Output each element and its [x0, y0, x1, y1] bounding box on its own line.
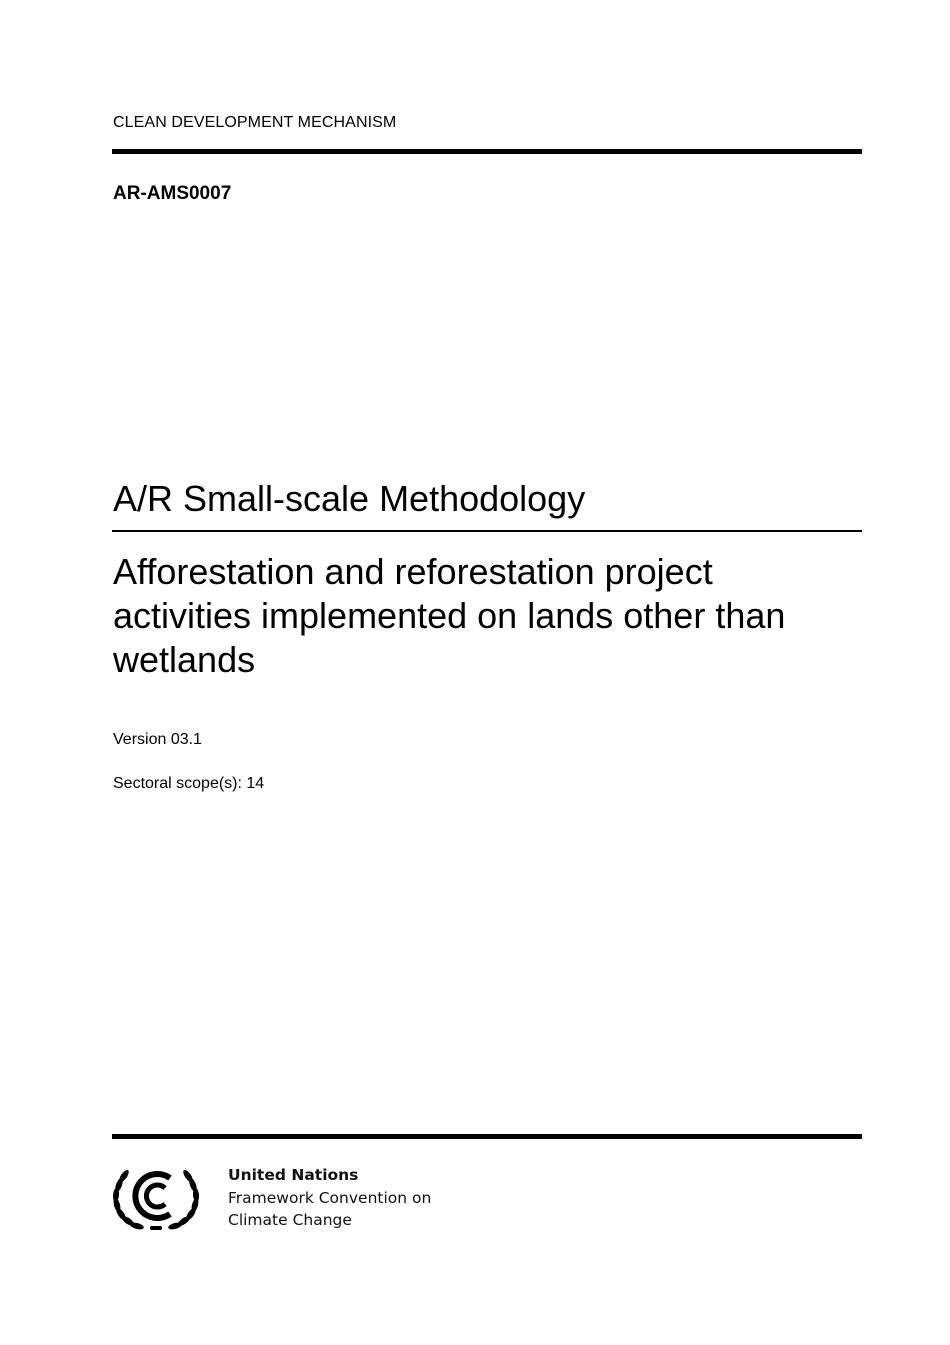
- org-name-block: [228, 1164, 431, 1232]
- document-type: A/R Small-scale Methodology: [113, 478, 586, 519]
- title-divider: [112, 530, 862, 532]
- document-code: AR-AMS0007: [113, 183, 232, 204]
- footer-divider: [112, 1134, 862, 1139]
- document-title: Afforestation and reforestation project activities implemented on lands other than wetlands: [113, 551, 786, 680]
- header-label: CLEAN DEVELOPMENT MECHANISM: [113, 114, 397, 131]
- sectoral-scope: Sectoral scope(s): 14: [113, 775, 265, 792]
- header-divider: [112, 149, 862, 154]
- document-version: Version 03.1: [113, 731, 202, 748]
- unfccc-laurel-emblem-icon: [110, 1160, 202, 1232]
- org-name-line3: Climate Change: [228, 1211, 352, 1229]
- org-name-line1: United Nations: [228, 1166, 359, 1184]
- org-name-line2: Framework Convention on: [228, 1188, 432, 1207]
